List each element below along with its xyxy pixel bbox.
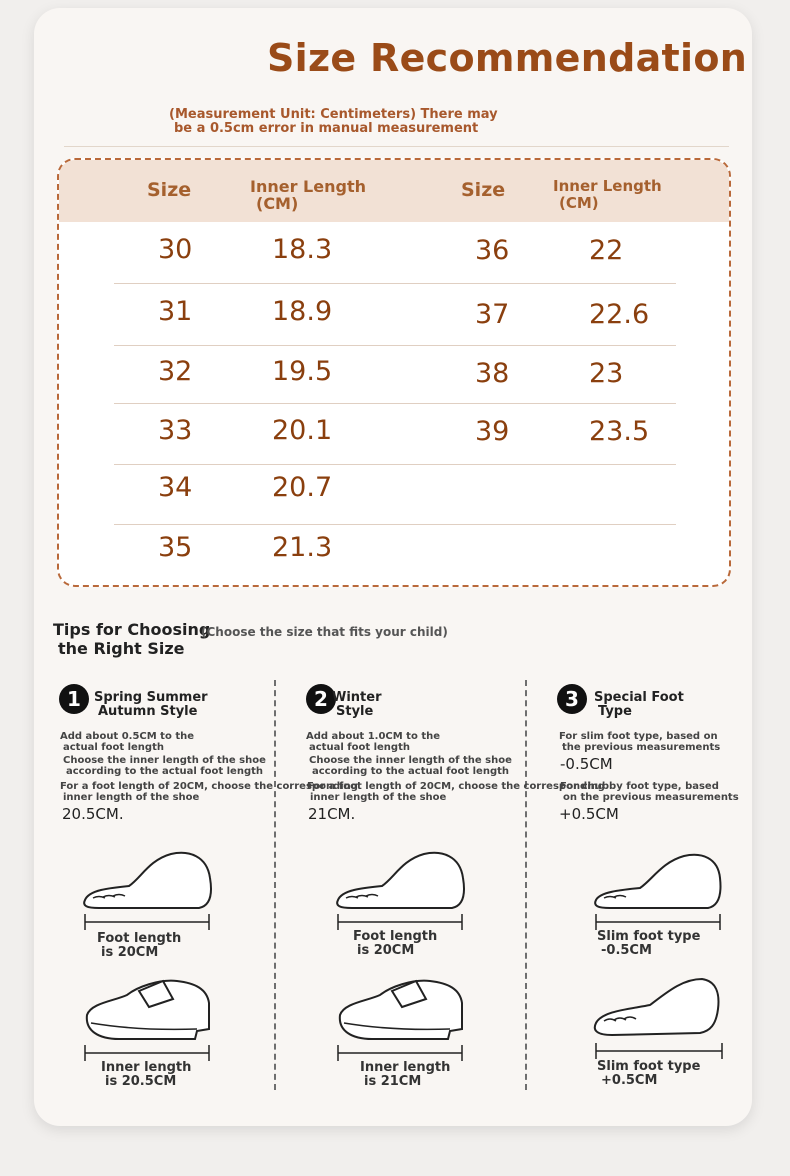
- column-2-value: 21CM.: [308, 805, 356, 823]
- size-cell: 38: [475, 358, 510, 389]
- measurement-note: [169, 108, 589, 136]
- size-table: [57, 158, 731, 587]
- size-cell: 37: [475, 299, 510, 330]
- column-1-tip-1: [60, 731, 194, 753]
- size-cell: 39: [475, 416, 510, 447]
- foot-icon: [332, 848, 472, 933]
- row-divider: [114, 524, 676, 525]
- header-size-left: Size: [147, 179, 192, 201]
- column-3-value-1: -0.5CM: [560, 755, 613, 773]
- size-cell: 32: [158, 356, 193, 387]
- shoe-icon: [79, 973, 219, 1063]
- tip-line: inner length of the shoe: [63, 792, 200, 803]
- column-2-heading: [332, 691, 382, 719]
- header-inner-length-right: [553, 178, 662, 212]
- size-cell: 34: [158, 472, 193, 503]
- size-cell: 30: [158, 234, 193, 265]
- tip-line: Add about 0.5CM to the: [60, 731, 194, 742]
- row-divider: [114, 345, 676, 346]
- tip-line: according to the actual foot length: [312, 766, 510, 777]
- column-3-heading-line2: Type: [598, 704, 632, 719]
- column-3-figure-1-label: [597, 930, 700, 958]
- column-2-tip-1: [306, 731, 440, 753]
- length-cell: 22: [589, 235, 624, 266]
- column-1-figure-1-label: [97, 932, 181, 960]
- tips-title-line2: the Right Size: [58, 639, 185, 658]
- column-1-heading: [94, 691, 208, 719]
- label-line: -0.5CM: [601, 943, 652, 958]
- label-line: Foot length: [97, 931, 182, 946]
- size-cell: 33: [158, 415, 193, 446]
- tip-line: on the previous measurements: [563, 792, 739, 803]
- size-cell: 36: [475, 235, 510, 266]
- tip-line: according to the actual foot length: [66, 766, 264, 777]
- label-line: Inner length: [101, 1060, 192, 1075]
- size-cell: 31: [158, 296, 193, 327]
- tip-line: Choose the inner length of the shoe: [63, 755, 266, 766]
- column-1-heading-line1: Spring Summer: [94, 690, 208, 705]
- length-cell: 21.3: [272, 532, 333, 563]
- tips-title-line1: Tips for Choosing: [53, 620, 211, 639]
- column-2-figure-2-label: [360, 1061, 450, 1089]
- column-1-heading-line2: Autumn Style: [98, 704, 198, 719]
- step-3-badge: 3: [557, 684, 587, 714]
- length-cell: 20.7: [272, 472, 333, 503]
- step-1-badge: 1: [59, 684, 89, 714]
- label-line: is 20.5CM: [105, 1074, 177, 1089]
- tip-line: Add about 1.0CM to the: [306, 731, 440, 742]
- tip-line: the previous measurements: [562, 742, 721, 753]
- label-line: Slim foot type: [597, 929, 701, 944]
- length-cell: 19.5: [272, 356, 333, 387]
- shoe-icon: [332, 973, 472, 1063]
- tip-line: For a foot length of 20CM, choose the corresponding: [60, 781, 358, 792]
- tip-line: For a foot length of 20CM, choose the corresponding: [307, 781, 605, 792]
- header-inner-length-label: Inner Length: [250, 177, 366, 196]
- tip-line: actual foot length: [309, 742, 410, 753]
- column-1-figure-2-label: [101, 1061, 191, 1089]
- header-unit-label: (CM): [559, 194, 599, 212]
- column-2-heading-line1: Winter: [332, 690, 382, 705]
- column-divider: [274, 680, 276, 1090]
- label-line: +0.5CM: [601, 1073, 658, 1088]
- column-3-figure-2-label: [597, 1060, 700, 1088]
- tip-line: For slim foot type, based on: [559, 731, 718, 742]
- column-3-tip-2: [560, 781, 739, 803]
- column-divider: [525, 680, 527, 1090]
- column-2-heading-line2: Style: [336, 704, 374, 719]
- tips-title: [53, 620, 210, 658]
- column-2-tip-2: [309, 755, 512, 777]
- column-3-value-2: +0.5CM: [559, 805, 619, 823]
- column-2-figure-1-label: [353, 930, 437, 958]
- column-3-heading-line1: Special Foot: [594, 690, 684, 705]
- header-inner-length-label: Inner Length: [553, 177, 662, 195]
- tip-line: actual foot length: [63, 742, 164, 753]
- tip-line: For chubby foot type, based: [560, 781, 719, 792]
- size-guide-card: [34, 8, 752, 1126]
- slim-foot-icon: [590, 848, 730, 933]
- column-3-tip-1: [559, 731, 720, 753]
- label-line: Inner length: [360, 1060, 451, 1075]
- column-1-value: 20.5CM.: [62, 805, 124, 823]
- length-cell: 20.1: [272, 415, 333, 446]
- label-line: is 21CM: [364, 1074, 422, 1089]
- label-line: is 20CM: [357, 943, 415, 958]
- tips-subtitle: (Choose the size that fits your child): [201, 625, 448, 639]
- length-cell: 18.9: [272, 296, 333, 327]
- column-3-heading: [594, 691, 684, 719]
- column-1-tip-2: [63, 755, 266, 777]
- length-cell: 23.5: [589, 416, 650, 447]
- label-line: Slim foot type: [597, 1059, 701, 1074]
- tip-line: Choose the inner length of the shoe: [309, 755, 512, 766]
- length-cell: 23: [589, 358, 624, 389]
- length-cell: 18.3: [272, 234, 333, 265]
- size-cell: 35: [158, 532, 193, 563]
- header-unit-label: (CM): [256, 194, 299, 213]
- chubby-foot-icon: [590, 973, 730, 1063]
- row-divider: [114, 403, 676, 404]
- header-size-right: Size: [461, 179, 506, 201]
- label-line: Foot length: [353, 929, 438, 944]
- header-inner-length-left: [250, 178, 366, 212]
- foot-icon: [79, 848, 219, 933]
- step-2-badge: 2: [306, 684, 336, 714]
- size-table-header: [59, 160, 729, 222]
- measurement-note-line1: (Measurement Unit: Centimeters) There may: [169, 107, 498, 122]
- row-divider: [114, 283, 676, 284]
- measurement-note-line2: be a 0.5cm error in manual measurement: [174, 121, 479, 136]
- row-divider: [114, 464, 676, 465]
- tip-line: inner length of the shoe: [310, 792, 447, 803]
- page-title: Size Recommendation: [267, 36, 748, 80]
- label-line: is 20CM: [101, 945, 159, 960]
- length-cell: 22.6: [589, 299, 650, 330]
- title-divider: [64, 146, 729, 147]
